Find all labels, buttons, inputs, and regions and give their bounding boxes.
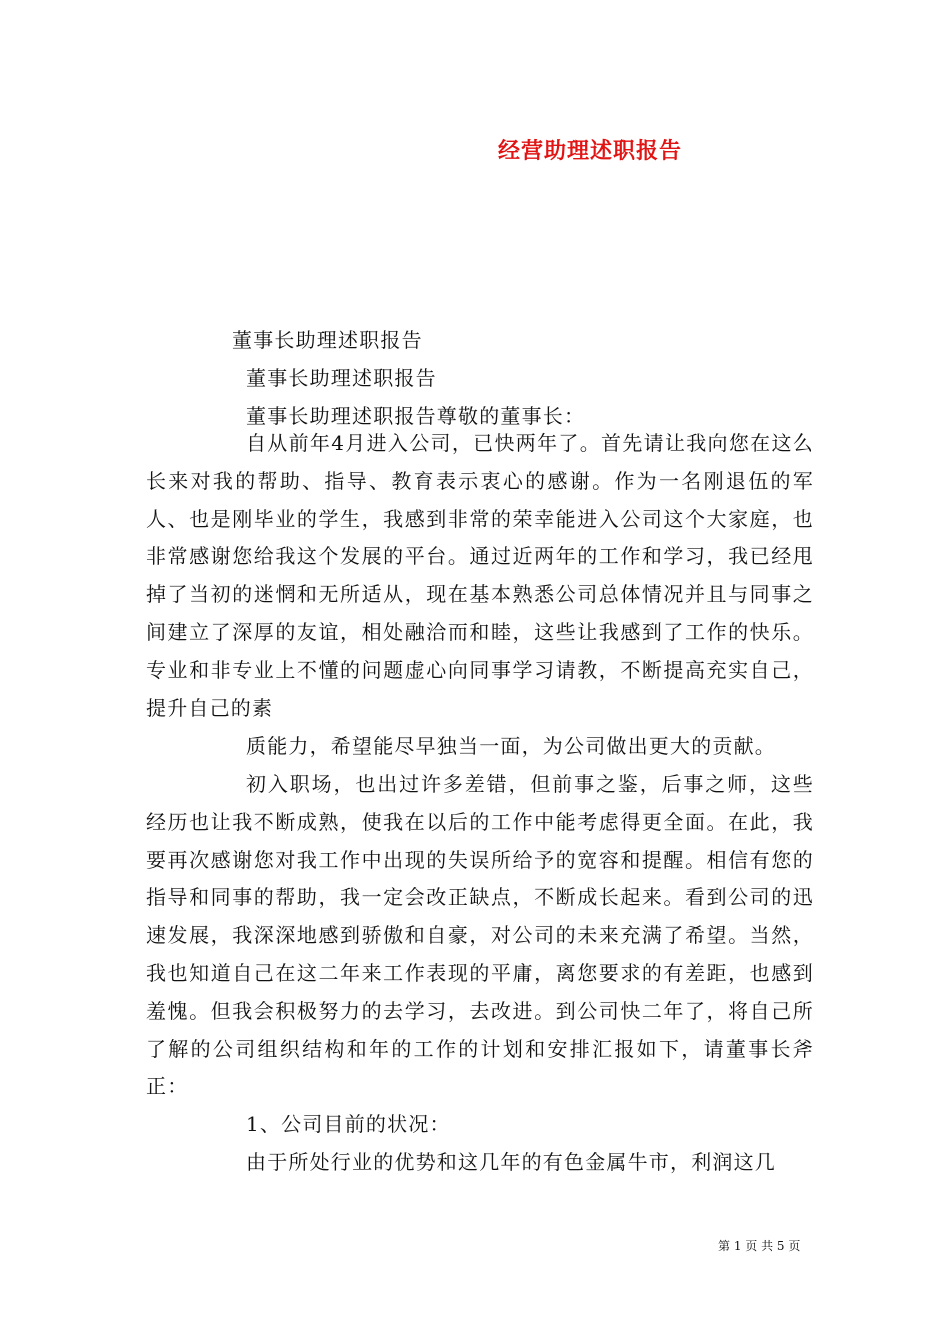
heading-2: 董事长助理述职报告 xyxy=(246,366,437,390)
paragraph: 由于所处行业的优势和这几年的有色金属牛市，利润这几 xyxy=(246,1150,776,1174)
document-title: 经营助理述职报告 xyxy=(497,138,682,164)
page-footer: 第 1 页 共 5 页 xyxy=(718,1239,801,1253)
paragraph: 自从前年4月进入公司，已快两年了。首先请让我向您在这么长来对我的帮助、指导、教育表示衷心的感谢。作为一名刚退伍的军人、也是刚毕业的学生，我感到非常的荣幸能进入公司这个大家庭，也非常感谢您给我这个发展的平台。通过近两年的工作和学习，我已经甩掉了当初的迷惘和无所适从，现在基本熟悉公司总体情况并且与同事之间建立了深厚的友谊，相处融洽而和睦，这些让我感到了工作的快乐。专业和非专业上不懂的问题虚心向同事学习请教，不断提高充实自己，提升自己的素 xyxy=(146,431,814,720)
paragraph: 初入职场，也出过许多差错，但前事之鉴，后事之师，这些经历也让我不断成熟，使我在以后的工作中能考虑得更全面。在此，我要再次感谢您对我工作中出现的失误所给予的宽容和提醒。相信有您的指导和同事的帮助，我一定会改正缺点，不断成长起来。看到公司的迅速发展，我深深地感到骄傲和自豪，对公司的未来充满了希望。当然，我也知道自己在这二年来工作表现的平庸，离您要求的有差距，也感到羞愧。但我会积极努力的去学习，去改进。到公司快二年了，将自己所了解的公司组织结构和年的工作的计划和安排汇报如下，请董事长斧正： xyxy=(146,772,814,1099)
heading-1: 董事长助理述职报告 xyxy=(232,328,423,352)
section-heading: 1、公司目前的状况： xyxy=(246,1112,451,1136)
paragraph: 质能力，希望能尽早独当一面，为公司做出更大的贡献。 xyxy=(246,734,776,758)
salutation: 董事长助理述职报告尊敬的董事长： xyxy=(246,404,586,428)
